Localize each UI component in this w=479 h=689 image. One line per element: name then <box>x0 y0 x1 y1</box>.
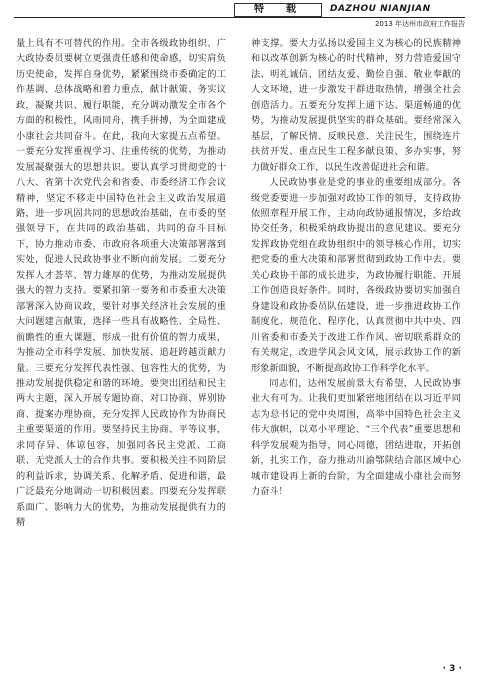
section-label: 特 载 <box>234 3 322 17</box>
paragraph: 人民政协事业是党的事业的重要组成部分。各级党委要进一步加强对政协工作的领导，支持政协依照章程开展工作，主动向政协通报情况，多给政协交任务，积极采纳政协提出的意见建议。要充分发挥政协党组在政协组织中的领导核心作用，切实把党委的重大决策和部署贯彻到政协工作中去。要关心政协干部的成长进步，为政协履行职能、开展工作创造良好条件。同时，各级政协要切实加强自身建设和政协委员队伍建设，进一步推进政协工作制度化、规范化、程序化，认真贯彻中共中央、四川省委和市委关于改进工作作风、密切联系群众的有关规定，改进学风会风文风，展示政协工作的新形象新面貌，不断提高政协工作科学化水平。 <box>251 177 461 374</box>
header-rule <box>14 17 465 18</box>
journal-name: DAZHOU NIANJIAN <box>330 4 431 14</box>
report-subtitle: 2013 年达州市政府工作报告 <box>374 20 465 28</box>
paragraph: 神支撑。要大力弘扬以爱国主义为核心的民族精神和以改革创新为核心的时代精神，努力营造爱国守法、明礼诚信、团结友爱、勤俭自强、敬业奉献的人文环境，进一步激发干群进取热情，增强全社会创造活力。五要充分发挥上通下达、渠道畅通的优势，为推动发展提供坚实的群众基础。要经常深入基层，了解民情、反映民意、关注民生，围绕连片扶贫开发、重点民生工程多献良策、多办实事，努力做好群众工作，以民生改善促进社会和谐。 <box>251 38 461 173</box>
right-text-column <box>251 36 461 498</box>
paragraph: 量上具有不可替代的作用。全市各级政协组织、广大政协委员要树立更强责任感和使命感，切实肩负历史使命，发挥自身优势，紧紧围绕市委确定的工作基调、总体战略和着力重点，献计献策、务实议政，凝聚共识、履行职能，充分调动激发全市各个方面的积极性，风雨同舟，携手拼搏，为全面建成小康社会共同奋斗。在此，我向大家提五点希望。一要充分发挥重视学习、注重传统的优势，为推动发展凝聚强大的思想共识。要认真学习贯彻党的十八大、省第十次党代会和省委、市委经济工作会议精神，坚定不移走中国特色社会主义政治发展道路，进一步巩固共同的思想政治基础，在市委的坚强领导下，在共同的政治基础、共同的奋斗目标下，协力推动市委、市政府各项重大决策部署落到实处，促进人民政协事业不断向前发展。二要充分发挥人才荟萃、智力雄厚的优势，为推动发展提供强大的智力支持。要紧扣第一要务和市委重大决策部署深入协商议政，要针对事关经济社会发展的重大问题建言献策，选择一些具有战略性、全局性、前瞻性的重大课题，形成一批有价值的智力成果，为推动全市科学发展、加快发展、追赶跨越贡献力量。三要充分发挥代表性强、包容性大的优势，为推动发展提供稳定和谐的环境。要突出团结和民主两大主题，深入开展专题协商、对口协商、界别协商、提案办理协商，充分发挥人民政协作为协商民主重要渠道的作用。要坚持民主协商、平等议事，求同存异、体谅包容，加强同各民主党派、工商联、无党派人士的合作共事。要积极关注不同阶层的利益诉求，协调关系、化解矛盾、促进和谐，最广泛最充分地调动一切积极因素。四要充分发挥联系面广、影响力大的优势，为推动发展提供有力的精 <box>16 38 226 529</box>
left-text-column <box>16 36 226 578</box>
paragraph: 同志们，达州发展前景大有希望，人民政协事业大有可为。让我们更加紧密地团结在以习近平同志为总书记的党中央周围，高举中国特色社会主义伟大旗帜，以邓小平理论、“三个代表”重要思想和科学发展观为指导，同心同德，团结进取，开拓创新，扎实工作，奋力推动川渝鄂陕结合部区域中心城市建设再上新的台阶，为全面建成小康社会而努力奋斗！ <box>251 377 461 498</box>
page-number: · 3 · <box>442 664 462 674</box>
